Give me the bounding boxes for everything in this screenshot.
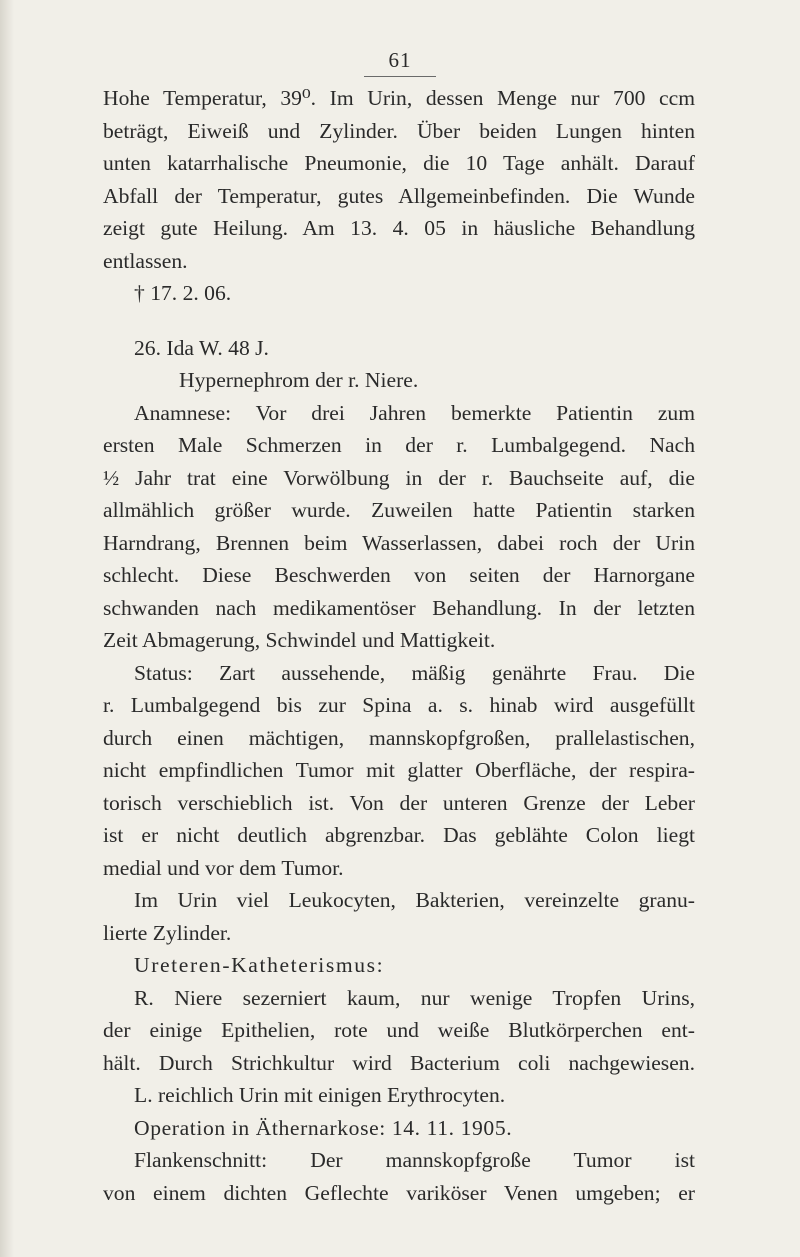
text-line: ist er nicht deutlich abgrenzbar. Das geblähte Colon liegt (103, 823, 695, 847)
page-number: 61 (388, 48, 412, 72)
case-separator (103, 310, 695, 332)
text-line: von einem dichten Geflechte variköser Venen umgeben; er (103, 1180, 695, 1205)
case-heading: 26. Ida W. 48 J. (134, 335, 269, 360)
text-line: R. Niere sezerniert kaum, nur wenige Tropfen Urins, (134, 985, 695, 1010)
text-line: lierte Zylinder. (103, 920, 232, 945)
text-line: Anamnese: Vor drei Jahren bemerkte Patientin zum (134, 400, 695, 425)
text-line: hält. Durch Strichkultur wird Bacterium coli nachgewiesen. (103, 1050, 695, 1075)
text-line: ½ Jahr trat eine Vorwölbung in der r. Bauchseite auf, die (103, 465, 695, 490)
text-line: der einige Epithelien, rote und weiße Blutkörperchen ent- (103, 1018, 695, 1042)
text-line: medial und vor dem Tumor. (103, 855, 344, 880)
death-date-line: † 17. 2. 06. (134, 281, 232, 305)
text-line: Harndrang, Brennen beim Wasserlassen, dabei roch der Urin (103, 530, 695, 555)
text-line: Zeit Abmagerung, Schwindel und Mattigkeit. (103, 628, 496, 652)
text-line: zeigt gute Heilung. Am 13. 4. 05 in häusliche Behandlung (103, 216, 695, 240)
text-line: Im Urin viel Leukocyten, Bakterien, vereinzelte granu- (134, 888, 695, 912)
text-line: durch einen mächtigen, mannskopfgroßen, prallelastischen, (103, 725, 695, 750)
page-number-rule (364, 76, 436, 77)
text-line: allmählich größer wurde. Zuweilen hatte Patientin starken (103, 498, 695, 522)
text-line: unten katarrhalische Pneumonie, die 10 Tage anhält. Darauf (103, 151, 695, 175)
text-line: beträgt, Eiweiß und Zylinder. Über beiden Lungen hinten (103, 118, 695, 143)
text-line: ersten Male Schmerzen in der r. Lumbalgegend. Nach (103, 433, 695, 457)
text-line: Status: Zart aussehende, mäßig genährte Frau. Die (134, 660, 695, 685)
text-line: schlecht. Diese Beschwerden von seiten der Harnorgane (103, 563, 695, 587)
text-line: schwanden nach medikamentöser Behandlung. In der letzten (103, 595, 695, 620)
text-line: L. reichlich Urin mit einigen Erythrocyten. (134, 1083, 506, 1107)
page-body (103, 82, 695, 1209)
diagnosis-heading: Hypernephrom der r. Niere. (179, 368, 419, 392)
page-edge-shadow (0, 0, 14, 1257)
section-heading: Ureteren-Katheterismus: (134, 953, 385, 977)
text-line: r. Lumbalgegend bis zur Spina a. s. hinab wird ausgefüllt (103, 693, 695, 717)
text-line: Operation in Äthernarkose: 14. 11. 1905. (134, 1115, 513, 1140)
text-line: torisch verschieblich ist. Von der unteren Grenze der Leber (103, 790, 695, 815)
text-line: Hohe Temperatur, 39⁰. Im Urin, dessen Menge nur 700 ccm (103, 86, 695, 110)
text-line: entlassen. (103, 248, 188, 273)
text-line: Abfall der Temperatur, gutes Allgemeinbefinden. Die Wunde (103, 183, 695, 208)
text-line: nicht empfindlichen Tumor mit glatter Oberfläche, der respira- (103, 758, 695, 782)
text-line: Flankenschnitt: Der mannskopfgroße Tumor ist (134, 1148, 695, 1172)
